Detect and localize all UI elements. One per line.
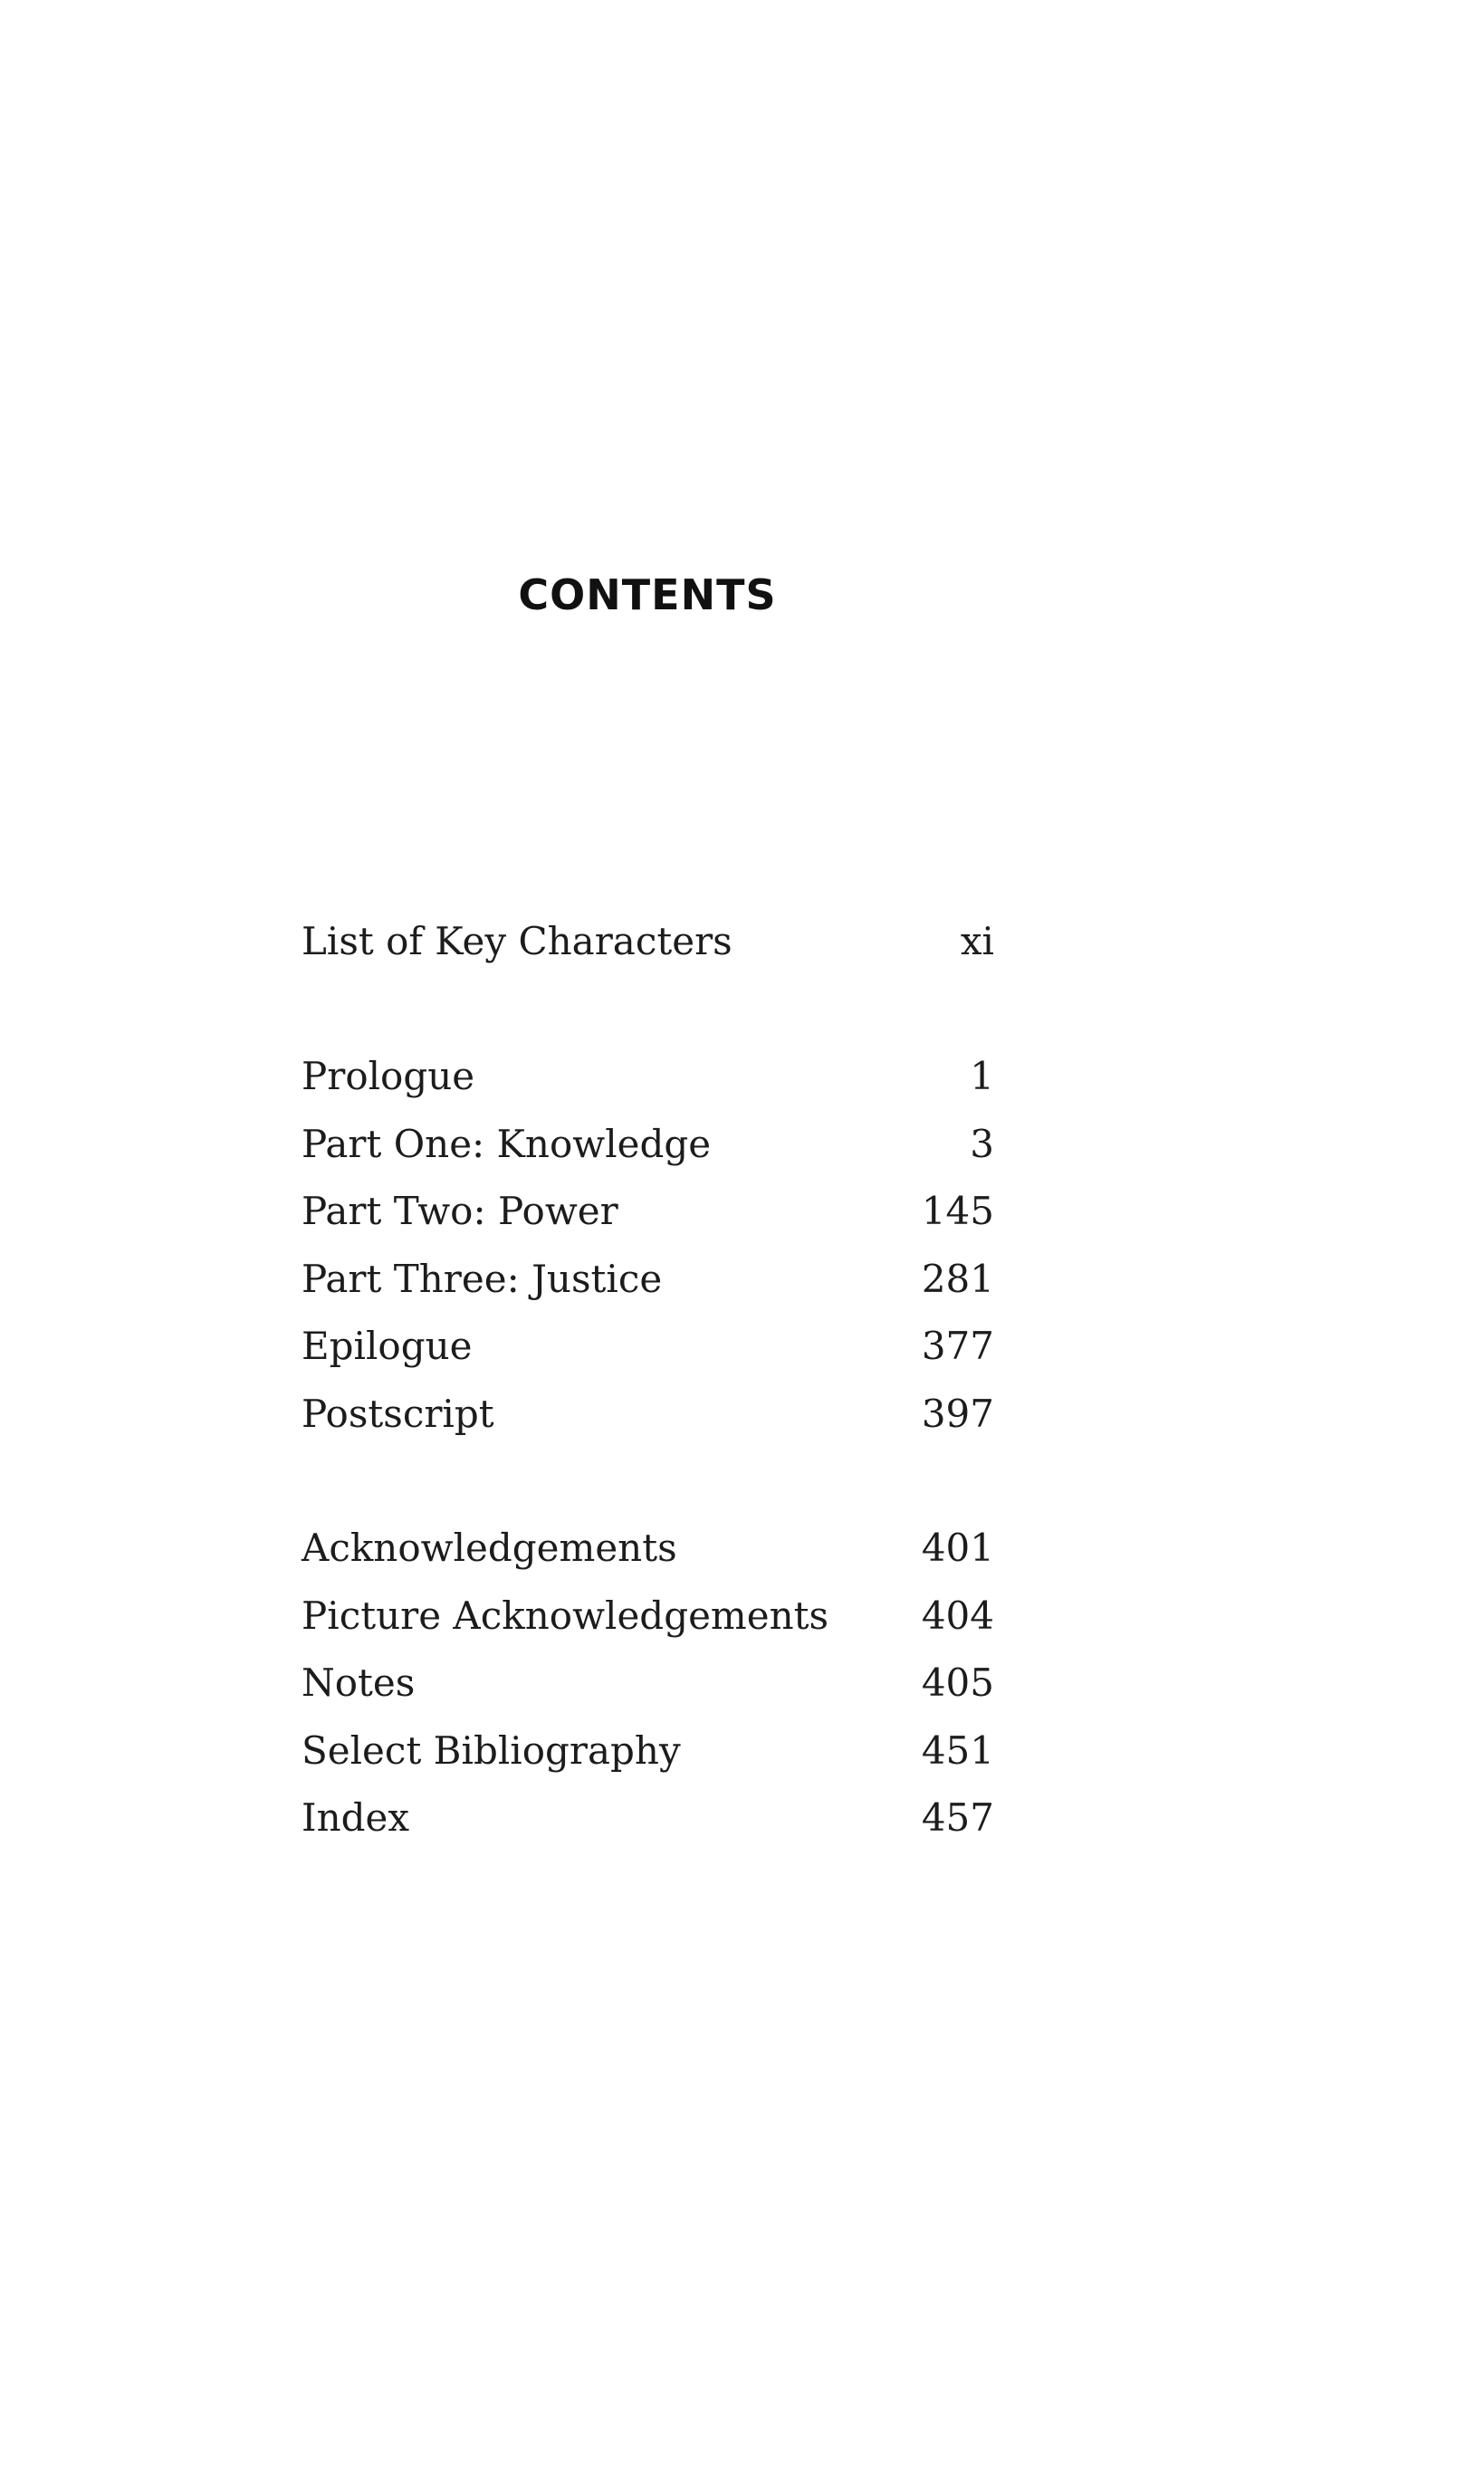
- toc-group-front-matter: [302, 908, 994, 976]
- toc-entry[interactable]: [302, 1381, 994, 1449]
- toc-entry-label: Acknowledgements: [302, 1526, 677, 1570]
- toc-entry-page: 1: [970, 1054, 994, 1098]
- contents-title: CONTENTS: [518, 570, 777, 619]
- toc-entry-page: 281: [921, 1256, 994, 1301]
- toc-entry-label: Part Two: Power: [302, 1189, 618, 1233]
- toc-entry-page: 377: [921, 1324, 994, 1368]
- toc-entry-page: 401: [921, 1526, 994, 1570]
- toc-entry[interactable]: [302, 1178, 994, 1246]
- toc-group-main: [302, 1043, 994, 1448]
- toc-entry-page: 145: [921, 1189, 994, 1233]
- toc-entry[interactable]: [302, 1785, 994, 1852]
- toc-entry-page: 451: [921, 1727, 994, 1773]
- toc-entry-page: 397: [921, 1391, 994, 1436]
- toc-entry-page: 405: [921, 1660, 994, 1705]
- toc-entry[interactable]: [302, 1583, 994, 1651]
- toc-entry-label: Part One: Knowledge: [302, 1121, 712, 1166]
- toc-entry[interactable]: [302, 1043, 994, 1111]
- toc-entry-label: List of Key Characters: [302, 919, 732, 963]
- toc-entry-page: 404: [921, 1593, 994, 1638]
- toc-entry-page: 457: [921, 1795, 994, 1840]
- toc-entry[interactable]: [302, 1313, 994, 1381]
- toc-entry[interactable]: [302, 908, 994, 976]
- toc-entry-label: Prologue: [302, 1054, 475, 1098]
- toc-group-back-matter: [302, 1515, 994, 1852]
- toc-entry[interactable]: [302, 1718, 994, 1785]
- toc-entry-label: Epilogue: [302, 1324, 473, 1368]
- toc-entry[interactable]: [302, 1515, 994, 1583]
- toc-entry[interactable]: [302, 1111, 994, 1179]
- toc-entry-label: Select Bibliography: [302, 1727, 681, 1773]
- toc-entry-label: Index: [302, 1795, 410, 1840]
- toc-entry-page: 3: [970, 1121, 994, 1166]
- toc-entry[interactable]: [302, 1246, 994, 1314]
- toc-entry[interactable]: [302, 1650, 994, 1718]
- toc-entry-label: Picture Acknowledgements: [302, 1593, 829, 1638]
- toc-entry-page: xi: [960, 919, 994, 963]
- toc-entry-label: Postscript: [302, 1391, 494, 1436]
- toc-entry-label: Part Three: Justice: [302, 1256, 663, 1301]
- toc-entry-label: Notes: [302, 1660, 416, 1705]
